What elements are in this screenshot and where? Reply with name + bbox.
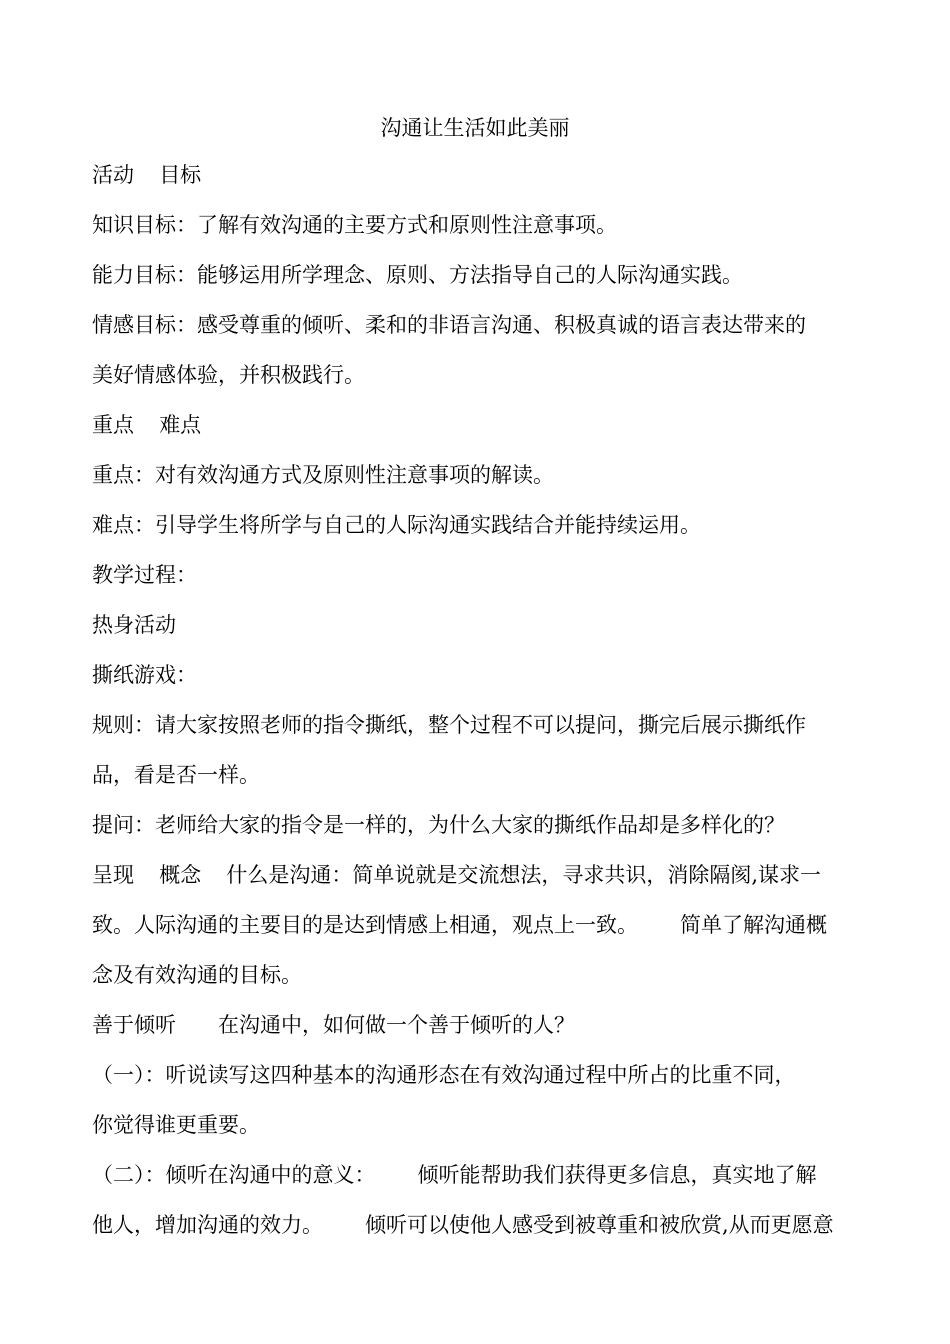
game-rule-line-2: 品，看是否一样。 (92, 763, 260, 787)
knowledge-goal: 知识目标：了解有效沟通的主要方式和原则性注意事项。 (92, 213, 617, 237)
point-two-text-3: 倾听可以使他人感受到被尊重和被欣赏,从而更愿意 (365, 1213, 834, 1237)
listening-heading (92, 1000, 862, 1050)
point-one (92, 1050, 862, 1150)
concept-paragraph (92, 850, 862, 1000)
warmup-heading: 热身活动 (92, 613, 176, 637)
heading-focus: 重点 (92, 413, 134, 437)
focus-difficulty-heading (92, 400, 862, 450)
emotion-goal-line-1: 情感目标：感受尊重的倾听、柔和的非语言沟通、积极真诚的语言表达带来的 (92, 313, 806, 337)
listening-question: 在沟通中，如何做一个善于倾听的人？ (218, 1013, 575, 1037)
point-two (92, 1150, 862, 1250)
point-two-label: （二）：倾听在沟通中的意义： (92, 1163, 376, 1187)
concept-label-concept: 概念 (159, 863, 202, 887)
heading-difficulty: 难点 (159, 413, 202, 437)
emotion-goal (92, 300, 862, 400)
concept-aim-continued: 念及有效沟通的目标。 (92, 963, 302, 987)
teaching-process-heading: 教学过程： (92, 563, 197, 587)
point-two-text-1: 倾听能帮助我们获得更多信息，真实地了解 (417, 1163, 817, 1187)
game-question: 提问：老师给大家的指令是一样的，为什么大家的撕纸作品却是多样化的？ (92, 813, 785, 837)
activity-goals-heading (92, 150, 862, 200)
point-one-line-1: （一）：听说读写这四种基本的沟通形态在有效沟通过程中所占的比重不同， (92, 1063, 796, 1087)
heading-activity: 活动 (92, 163, 134, 187)
paper-game-heading: 撕纸游戏： (92, 663, 197, 687)
concept-label-present: 呈现 (92, 863, 134, 887)
point-one-line-2: 你觉得谁更重要。 (92, 1113, 260, 1137)
ability-goal: 能力目标：能够运用所学理念、原则、方法指导自己的人际沟通实践。 (92, 263, 743, 287)
listening-label: 善于倾听 (92, 1013, 176, 1037)
document-title: 沟通让生活如此美丽 (380, 116, 570, 140)
concept-aim: 简单了解沟通概 (680, 913, 827, 937)
game-rule-line-1: 规则：请大家按照老师的指令撕纸，整个过程不可以提问，撕完后展示撕纸作 (92, 713, 806, 737)
concept-purpose: 致。人际沟通的主要目的是达到情感上相通，观点上一致。 (92, 913, 638, 937)
concept-definition: 什么是沟通：简单说就是交流想法，寻求共识，消除隔阂,谋求一 (226, 863, 822, 887)
emotion-goal-line-2: 美好情感体验，并积极践行。 (92, 363, 365, 387)
heading-goals: 目标 (159, 163, 202, 187)
game-rule (92, 700, 862, 800)
difficulty-text: 难点：引导学生将所学与自己的人际沟通实践结合并能持续运用。 (92, 513, 701, 537)
focus-text: 重点：对有效沟通方式及原则性注意事项的解读。 (92, 463, 554, 487)
point-two-text-2: 他人，增加沟通的效力。 (92, 1213, 323, 1237)
